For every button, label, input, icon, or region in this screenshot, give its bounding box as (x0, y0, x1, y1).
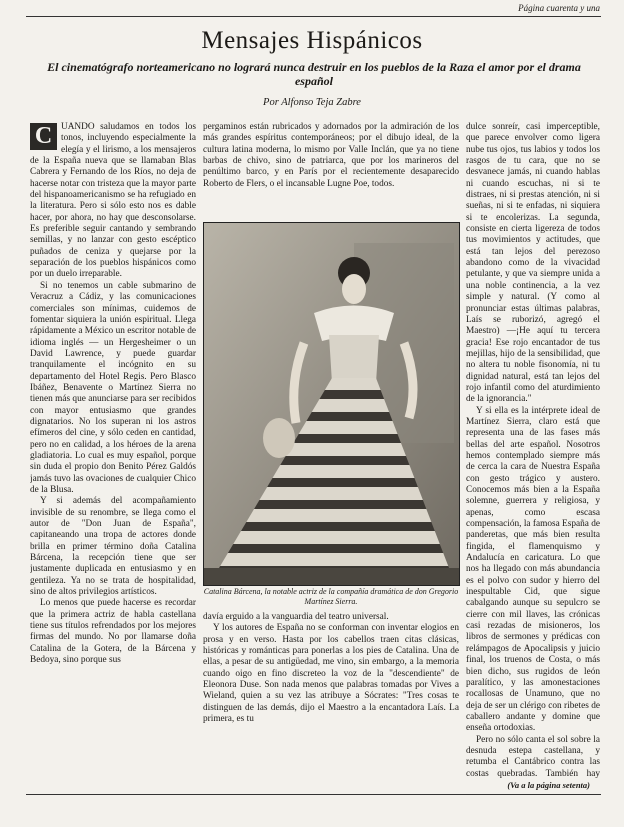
footer-rule (26, 794, 601, 795)
paragraph: Pero no sólo canta el sol sobre la desnuda estepa castellana, y retumba el Cantábrico contra las costas quebradas. También hay (466, 734, 600, 778)
paragraph: Y los autores de España no se conforman con inventar elogios en prosa y en verso. Hasta por los cabellos traen citas clásicas, históricas y románticas para ponerlas a los pies de Catalina. Una de ellas, a pesar de su antigüedad, me vino, sin embargo, a la memoria cuando oigo en fino discreteo la voz de la "descendiente" de Eleonora Duse. Son nada menos que palabras tomadas por Vives a Wieland, quien a su vez las atribuye a Sócrates: "Tres cosas te distinguen de las demás, dijo el Maestro a la encantadora Laís. La primera, es tu (203, 623, 459, 725)
header-rule (26, 16, 601, 17)
article-title: Mensajes Hispánicos (201, 27, 423, 54)
paragraph: Y si además del acompañamiento invisible de su renombre, se llega como el autor de "Don Juan de España", capitaneando una tropa de actores donde brilla en primer término doña Catalina Bárcena, la recepción tiene que ser justamente duplicada en entusiasmo y en gentileza. Ya no se trata de hospitalidad, sino de altos privilegios artísticos. (30, 496, 196, 598)
paragraph: UANDO saludamos en todos los tonos, incluyendo especialmente la elegía y el lirismo, a los mensajeros de la España nueva que se llamaban Blas Cabrera y Fernando de los Ríos, no deja de hacerse notar con tristeza que la mayor parte del hispanoamericanismo se ha refugiado en la literatura. Pero si sólo esto nos es dable hacer, por ahora, no hay que desconsolarse. Es preferible seguir cantando y sembrando semillas, y no lanzar con gesto escéptico puñados de ceniza y quejarse por la separación de los pueblos hispánicos como por un duelo irreparable. (30, 122, 196, 280)
running-header: Página cuarenta y una (518, 3, 600, 13)
photo-caption: Catalina Bárcena, la notable actriz de la compañía dramática de don Gregorio Martínez Sierra. (203, 587, 459, 606)
paragraph: pergaminos están rubricados y adornados por la admiración de los más grandes espíritus contemporáneos; por el dibujo ideal, de la cultura latina moderna, lo mismo por Valle Inclán, que ya no tiene barbas de chivo, sino de patriarca, que por los marineros del penúltimo barco, y en París por el recientemente desaparecido Roberto de Flers, o el incansable Lugne Poe, todos. (203, 122, 459, 189)
paragraph: Lo menos que puede hacerse es recordar que la primera actriz de habla castellana tiene sus títulos refrendados por los mejores firmas del mundo. No por llamarse doña Catalina de la Gotera, de la Bárcena y Bedoya, sino porque sus (30, 598, 196, 666)
paragraph: Si no tenemos un cable submarino de Veracruz a Cádiz, y las comunicaciones comerciales son mínimas, cuidemos de fomentar siquiera la unión espiritual. Llega rápidamente a México un escritor notable de idioma inglés — un Hergesheimer o un David Lawrence, y puede guardar tranquilamente el incógnito en su departamento del Hotel Regis. Pero Blasco Ibáñez, Benavente o Martínez Sierra no tienen más que anunciarse para ser recibidos con mayor entusiasmo que grandes dignatarios. No los superan ni los astros efímeros del cine, y sólo ceden en cantidad, pero no en calidad, a los héroes de la arena gladiatoria. Lo cual es muy español, porque sin duda el propio don Benito Pérez Galdós jamás tuvo las ovaciones de cualquier Chico de la Blusa. (30, 280, 196, 495)
paragraph: davía erguido a la vanguardia del teatro universal. (203, 612, 389, 622)
column-2-bottom (203, 612, 459, 778)
column-2-top (203, 122, 459, 218)
column-1 (30, 122, 196, 776)
article-subtitle: El cinematógrafo norteamericano no logrará nunca destruir en los pueblos de la Raza el amor por el drama español (47, 60, 581, 88)
portrait-photo (203, 222, 460, 586)
continued-note: (Va a la página setenta) (507, 780, 590, 790)
portrait-photo-icon (204, 223, 459, 585)
drop-cap: C (30, 123, 57, 150)
column-3 (466, 122, 600, 778)
paragraph: Y si ella es la intérprete ideal de Martínez Sierra, claro está que representa una de las fases más bellas del arte español. Nosotros hemos contemplado siempre más de cerca la cara de Nuestra España con gesto trágico y austero. Conocemos más bien a la España solemne, guerrera y religiosa, y apenas, como escasa compensación, la famosa España de panderetas, que más bien resulta fingida, el flamenquismo y Andalucía en caricatura. Lo que nos ha llegado con más abundancia es el polvo con sudor y hierro del inespultable Cid, que sigue cabalgando aunque su sepulcro se cierre con mil llaves, las crónicas casi rezadas de misioneros, los libros de sermones y prédicas con relámpagos de Apocalipsis y juicio final, los truenos de Costa, o más bien dicho, sus rugidos de león paralítico, y las amonestaciones rocallosas de Unamuno, que no deja de ser un clérigo con ribetes de caballero andante y domine que enseña ortodoxias. (466, 405, 600, 734)
paragraph: dulce sonreír, casi imperceptible, que parece envolver como ligera nube tus ojos, tus labios y todos los rasgos de tu cara, que no se desvanece jamás, ni cuando hablas ni cuando escuchas, ni si te distraes, ni si prestas atención, ni si sueñas, ni si te enfadas, ni siquiera si te encolerizas. La segunda, consiste en cierta ligereza de todos tus movimientos y actitudes, que está tan lejos del perezoso abandono como de la vivacidad petulante, y que va siempre unida a una noble continencia, a la vez simple y natural. (Y como al pronunciar estas últimas palabras, Laís se ruborizó, agregó el Maestro) —¡He aquí tu tercera gracia! Ese rojo encantador de tus mejillas, hijo de la sensibilidad, que no altera tu noble fisonomía, ni tu dignidad natural, está tan lejos del rojo infantil como del aturdimiento de la ignorancia." (466, 122, 600, 405)
article-byline: Por Alfonso Teja Zabre (263, 97, 361, 108)
